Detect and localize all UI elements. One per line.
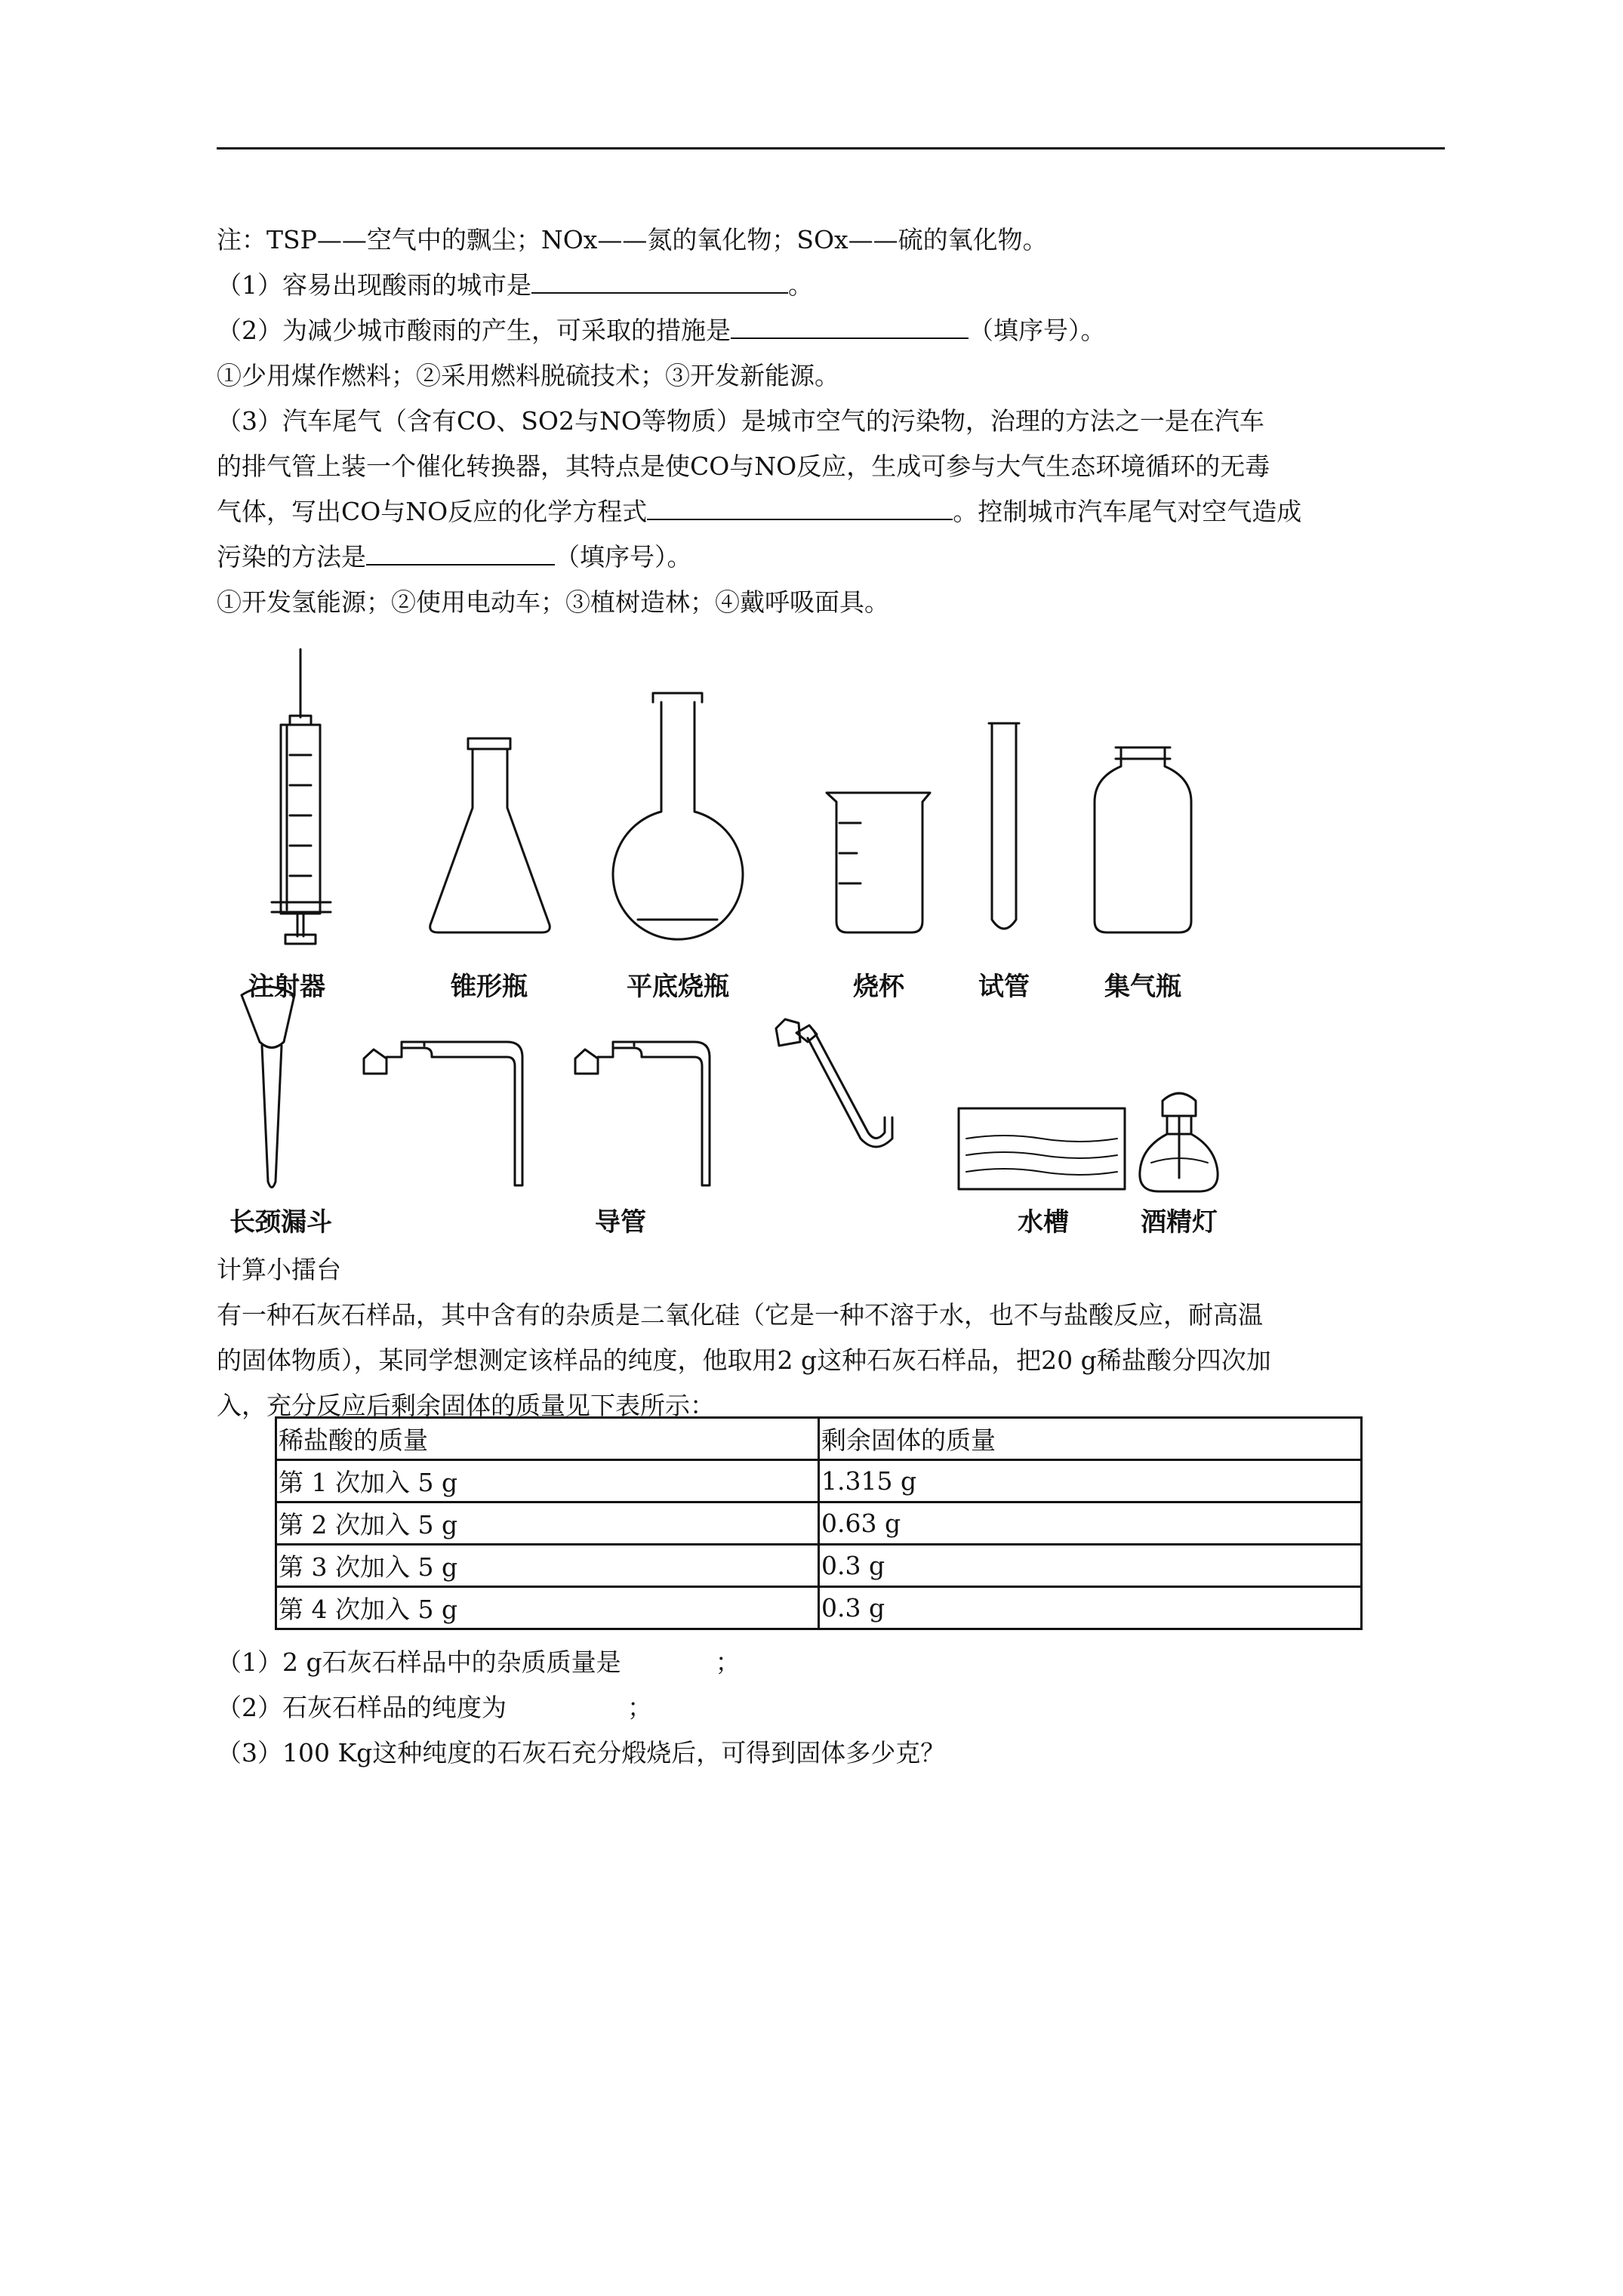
flat-bottom-flask-icon xyxy=(613,693,743,939)
question-3-line-1: （3）汽车尾气（含有CO、SO2与NO等物质）是城市空气的污染物，治理的方法之一是在汽车 xyxy=(217,406,1264,436)
calculation-intro-3: 入，充分反应后剩余固体的质量见下表所示： xyxy=(217,1391,715,1420)
test-tube-label: 试管 xyxy=(978,972,1030,1002)
table-header-cell: 剩余固体的质量 xyxy=(819,1418,1362,1460)
question-2-suffix: （填序号）。 xyxy=(969,316,1106,345)
calc-question-2-text: （2）石灰石样品的纯度为 xyxy=(217,1693,507,1722)
water-trough-label: 水槽 xyxy=(1018,1207,1069,1237)
table-row xyxy=(276,1545,1362,1587)
test-tube-icon xyxy=(989,723,1019,929)
table-row xyxy=(276,1460,1362,1502)
calc-question-1-text: （1）2 g石灰石样品中的杂质质量是 xyxy=(217,1647,621,1677)
calc-question-2 xyxy=(217,1685,1447,1730)
table-row xyxy=(276,1587,1362,1629)
syringe-label: 注射器 xyxy=(248,972,325,1002)
water-trough-icon xyxy=(959,1108,1125,1189)
question-3-options: ①开发氢能源；②使用电动车；③植树造林；④戴呼吸面具。 xyxy=(217,587,889,617)
question-3-line-2: 的排气管上装一个催化转换器，其特点是使CO与NO反应，生成可参与大气生态环境循环的无毒 xyxy=(217,451,1270,481)
calculation-section xyxy=(217,1247,1447,1428)
table-cell: 0.3 g xyxy=(819,1545,1362,1587)
table-header-cell: 稀盐酸的质量 xyxy=(276,1418,819,1460)
question-3-suffix: （填序号）。 xyxy=(555,542,692,572)
delivery-tube-label: 导管 xyxy=(595,1207,646,1237)
table-cell: 第 1 次加入 5 g xyxy=(276,1460,819,1502)
answer-blank[interactable] xyxy=(366,541,555,566)
gas-jar-label: 集气瓶 xyxy=(1104,972,1181,1002)
table-row xyxy=(276,1502,1362,1545)
question-2 xyxy=(217,308,1447,353)
answer-blank[interactable] xyxy=(647,496,953,520)
apparatus-drawing xyxy=(226,634,1283,1238)
calculation-intro-1: 有一种石灰石样品，其中含有的杂质是二氧化硅（它是一种不溶于水，也不与盐酸反应，耐高温 xyxy=(217,1300,1263,1330)
results-table xyxy=(275,1416,1363,1630)
table-cell: 0.3 g xyxy=(819,1587,1362,1629)
question-2-text: （2）为减少城市酸雨的产生，可采取的措施是 xyxy=(217,316,731,345)
beaker-icon xyxy=(827,793,930,932)
header-rule xyxy=(217,147,1445,149)
calc-question-1-suffix: ； xyxy=(715,1647,741,1677)
calculation-intro-2: 的固体物质），某同学想测定该样品的纯度，他取用2 g这种石灰石样品，把20 g稀盐酸分四次加 xyxy=(217,1345,1271,1375)
question-section xyxy=(217,217,1447,625)
question-3-text: 气体，写出CO与NO反应的化学方程式 xyxy=(217,497,648,526)
question-3-text: 污染的方法是 xyxy=(217,542,366,572)
note-line: 注：TSP——空气中的飘尘；NOx——氮的氧化物；SOx——硫的氧化物。 xyxy=(217,225,1048,254)
table-cell: 第 4 次加入 5 g xyxy=(276,1587,819,1629)
question-3-line-3 xyxy=(217,489,1447,535)
question-1-text: （1）容易出现酸雨的城市是 xyxy=(217,270,531,300)
delivery-tube-icon xyxy=(364,1042,522,1185)
long-neck-funnel-icon xyxy=(242,987,294,1188)
calculation-title: 计算小擂台 xyxy=(217,1255,341,1284)
question-1-suffix: 。 xyxy=(788,270,813,300)
calculation-questions xyxy=(217,1640,1447,1776)
table-cell: 0.63 g xyxy=(819,1502,1362,1545)
conical-flask-label: 锥形瓶 xyxy=(451,972,528,1002)
question-3-suffix: 。控制城市汽车尾气对空气造成 xyxy=(953,497,1302,526)
beaker-label: 烧杯 xyxy=(853,972,904,1002)
table-cell: 第 2 次加入 5 g xyxy=(276,1502,819,1545)
answer-blank[interactable] xyxy=(731,315,969,339)
answer-blank[interactable] xyxy=(531,270,788,294)
flat-bottom-flask-label: 平底烧瓶 xyxy=(627,972,729,1002)
table-cell: 第 3 次加入 5 g xyxy=(276,1545,819,1587)
alcohol-lamp-icon xyxy=(1140,1093,1218,1191)
calc-question-3: （3）100 Kg这种纯度的石灰石充分煅烧后，可得到固体多少克？ xyxy=(217,1738,946,1767)
question-3-line-4 xyxy=(217,535,1447,580)
long-neck-funnel-label: 长颈漏斗 xyxy=(229,1207,332,1237)
alcohol-lamp-label: 酒精灯 xyxy=(1141,1207,1218,1237)
rubber-tube-icon xyxy=(776,1019,892,1147)
conical-flask-icon xyxy=(430,738,550,932)
delivery-tube-icon xyxy=(575,1042,710,1185)
syringe-icon xyxy=(272,649,331,944)
calc-question-1 xyxy=(217,1640,1447,1685)
table-cell: 1.315 g xyxy=(819,1460,1362,1502)
calc-question-2-suffix: ； xyxy=(627,1693,652,1722)
question-1 xyxy=(217,263,1447,308)
gas-jar-icon xyxy=(1095,747,1191,932)
question-2-options: ①少用煤作燃料；②采用燃料脱硫技术；③开发新能源。 xyxy=(217,361,839,390)
table-header-row xyxy=(276,1418,1362,1460)
lab-apparatus-figure xyxy=(226,634,1283,1238)
